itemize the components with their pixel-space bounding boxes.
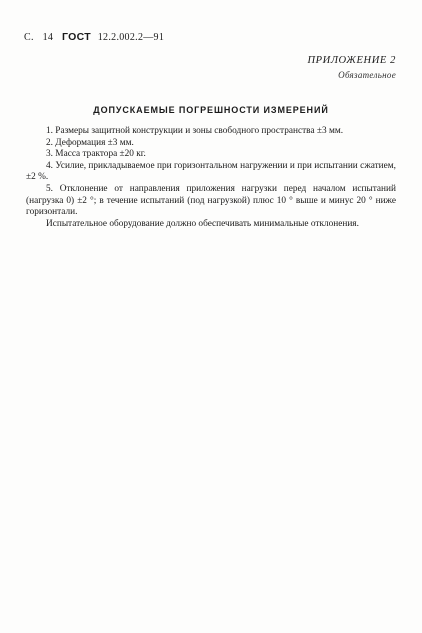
gost-label: ГОСТ [62, 31, 91, 43]
appendix-label [307, 55, 396, 80]
appendix-title: ПРИЛОЖЕНИЕ 2 [307, 55, 396, 66]
paragraph-5: 5. Отклонение от направления приложения нагрузки перед началом испытаний (нагрузка 0) ±2 °; в течение испытаний (под нагрузкой) плюс 10 ° выше и минус 20 ° ниже горизонтали. [26, 183, 396, 218]
paragraph-2: 2. Деформация ±3 мм. [46, 137, 134, 148]
document-body [26, 126, 396, 230]
page-header [24, 31, 164, 43]
page-number: 14 [42, 32, 54, 43]
paragraph-3: 3. Масса трактора ±20 кг. [46, 149, 146, 160]
appendix-subtitle: Обязательное [338, 70, 396, 80]
paragraph-6: Испытательное оборудование должно обеспечивать минимальные отклонения. [46, 218, 359, 229]
paragraph-1: 1. Размеры защитной конструкции и зоны свободного пространства ±3 мм. [46, 126, 344, 136]
section-heading: ДОПУСКАЕМЫЕ ПОГРЕШНОСТИ ИЗМЕРЕНИЙ [93, 105, 329, 115]
paragraph-4: 4. Усилие, прикладываемое при горизонтальном нагружении и при испытании сжатием, ±2 %. [26, 160, 396, 183]
page-prefix: С. [24, 32, 34, 43]
standard-number: 12.2.002.2—91 [97, 32, 165, 43]
